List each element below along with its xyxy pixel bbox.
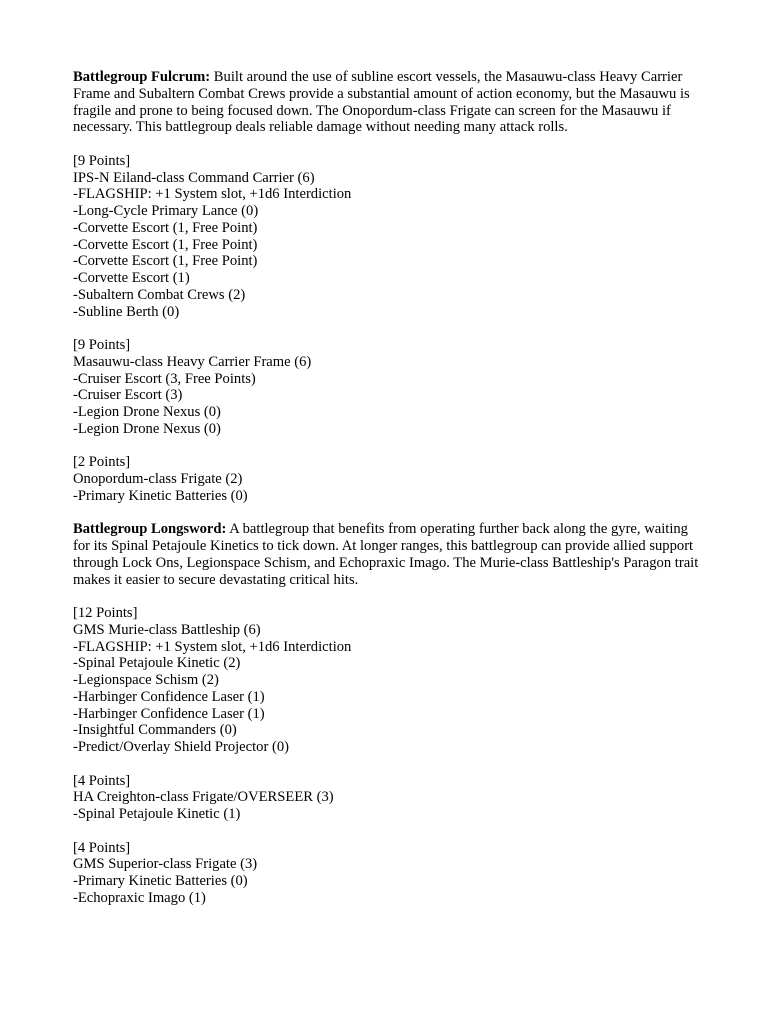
ship-system: -Insightful Commanders (0) bbox=[73, 722, 237, 739]
ship-system: -Legionspace Schism (2) bbox=[73, 672, 219, 688]
ship-system: -Primary Kinetic Batteries (0) bbox=[73, 487, 248, 504]
ship-hull: Onopordum-class Frigate (2) bbox=[73, 471, 243, 487]
ship-points: [4 Points] bbox=[73, 772, 131, 789]
ship-points: [9 Points] bbox=[73, 337, 131, 353]
ship-hull: IPS-N Eiland-class Command Carrier (6) bbox=[73, 169, 315, 186]
ship-block bbox=[73, 605, 703, 756]
battlegroup-description-text: Built around the use of subline escort vessels, the Masauwu-class Heavy Carrier Frame and Subaltern Combat Crews provide a substantial amount of action economy, but the Masauwu is fragile and prone to being focused down. The Onopordum-class Frigate can screen for the Masauwu if necessary. This battlegroup deals reliable damage without needing many attack rolls. bbox=[73, 69, 690, 136]
battlegroup-name: Battlegroup Longsword: bbox=[73, 521, 227, 538]
ship-points: [2 Points] bbox=[73, 454, 131, 471]
ship-block bbox=[73, 337, 703, 438]
ship-system: -Harbinger Confidence Laser (1) bbox=[73, 688, 265, 705]
ship-block bbox=[73, 773, 703, 823]
ship-system: -Subaltern Combat Crews (2) bbox=[73, 286, 246, 303]
ship-system: -Corvette Escort (1, Free Point) bbox=[73, 219, 258, 236]
ship-system: -Echopraxic Imago (1) bbox=[73, 889, 206, 906]
battlegroup-description bbox=[73, 521, 703, 588]
ship-hull: Masauwu-class Heavy Carrier Frame (6) bbox=[73, 353, 312, 370]
ship-hull: GMS Murie-class Battleship (6) bbox=[73, 621, 261, 638]
ship-system: -Legion Drone Nexus (0) bbox=[73, 420, 221, 437]
ship-system: -Corvette Escort (1, Free Point) bbox=[73, 253, 258, 270]
ship-system: -Harbinger Confidence Laser (1) bbox=[73, 705, 265, 722]
ship-points: [12 Points] bbox=[73, 605, 138, 621]
ship-system: -Cruiser Escort (3) bbox=[73, 387, 183, 404]
ship-system: -Long-Cycle Primary Lance (0) bbox=[73, 203, 259, 219]
ship-block bbox=[73, 840, 703, 907]
battlegroup-name: Battlegroup Fulcrum: bbox=[73, 69, 211, 85]
ship-block bbox=[73, 454, 703, 504]
ship-hull: HA Creighton-class Frigate/OVERSEER (3) bbox=[73, 789, 334, 806]
ship-block bbox=[73, 153, 703, 321]
ship-system: -Spinal Petajoule Kinetic (1) bbox=[73, 806, 241, 822]
ship-system: -FLAGSHIP: +1 System slot, +1d6 Interdiction bbox=[73, 638, 352, 655]
battlegroup-description bbox=[73, 69, 703, 136]
ship-points: [4 Points] bbox=[73, 839, 131, 856]
ship-system: -FLAGSHIP: +1 System slot, +1d6 Interdiction bbox=[73, 186, 352, 203]
ship-system: -Cruiser Escort (3, Free Points) bbox=[73, 370, 256, 387]
battlegroup-description-text: A battlegroup that benefits from operating further back along the gyre, waiting for its Spinal Petajoule Kinetics to tick down. At longer ranges, this battlegroup can provide allied support through Lock Ons, Legionspace Schism, and Echopraxic Imago. The Murie-class Battleship's Paragon trait makes it easier to secure devastating critical hits. bbox=[73, 521, 699, 588]
ship-system: -Corvette Escort (1, Free Point) bbox=[73, 236, 258, 253]
ship-system: -Spinal Petajoule Kinetic (2) bbox=[73, 655, 241, 672]
ship-system: -Primary Kinetic Batteries (0) bbox=[73, 873, 248, 889]
ship-system: -Subline Berth (0) bbox=[73, 303, 180, 320]
ship-system: -Predict/Overlay Shield Projector (0) bbox=[73, 739, 290, 755]
ship-system: -Corvette Escort (1) bbox=[73, 270, 190, 286]
document-page bbox=[73, 69, 703, 907]
ship-system: -Legion Drone Nexus (0) bbox=[73, 404, 221, 420]
ship-points: [9 Points] bbox=[73, 152, 131, 169]
ship-hull: GMS Superior-class Frigate (3) bbox=[73, 856, 258, 873]
